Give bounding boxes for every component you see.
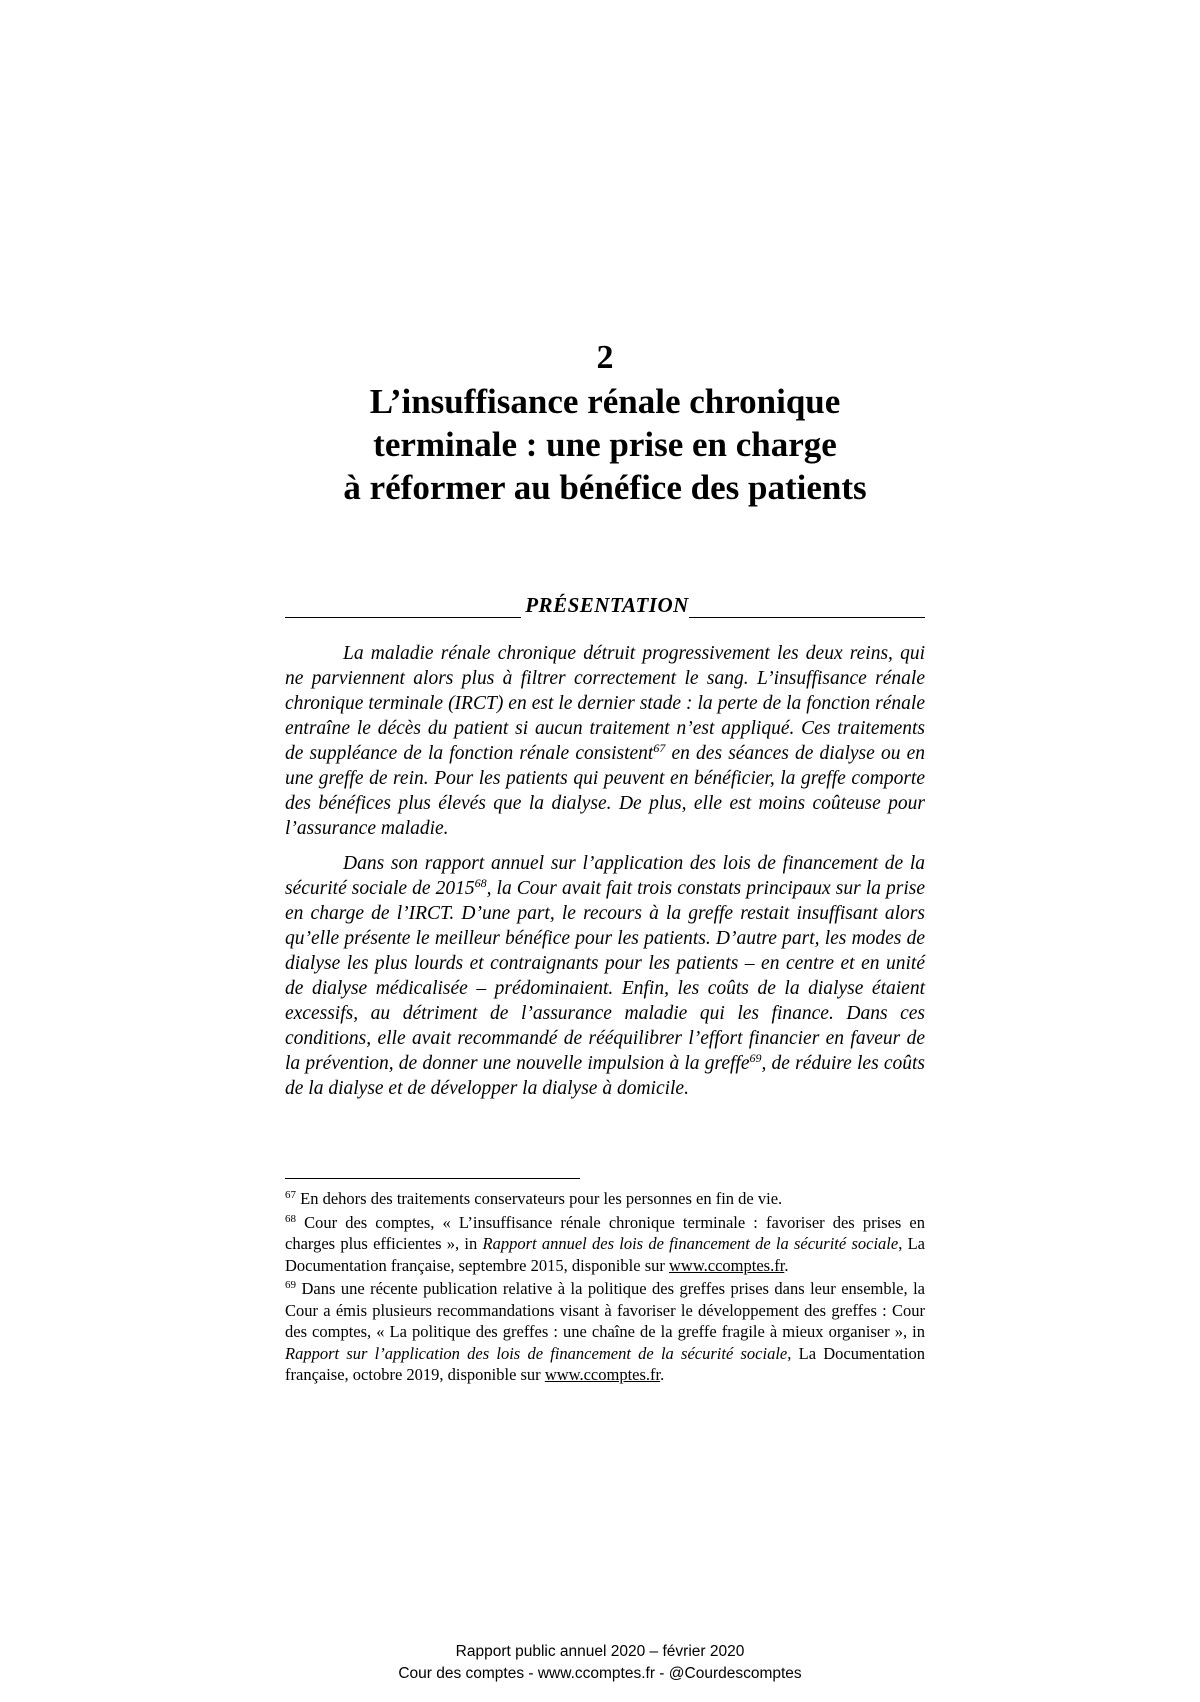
section-heading-label: PRÉSENTATION <box>525 593 689 617</box>
section-heading <box>285 588 925 618</box>
footnote-number: 69 <box>285 1279 296 1291</box>
footnote-reference: 69 <box>749 1051 762 1065</box>
footnote-number: 68 <box>285 1212 296 1225</box>
paragraph-text: La maladie rénale chronique détruit progressivement les deux reins, qui ne parviennent alors plus à filtrer correctement le sang. L’insuffisance rénale chronique terminale (IRCT) en est le dernier stade : la perte de la fonction rénale entraîne le décès du patient si aucun traitement n’est appliqué. Ces traitements de suppléance de la fonction rénale consistent <box>285 643 925 764</box>
footnote <box>285 1278 925 1386</box>
footnote-text: , La Documentation française, octobre 2019, disponible sur <box>285 1343 925 1384</box>
chapter-title-line: terminale : une prise en charge <box>373 425 837 464</box>
footnote-text: , La Documentation française, septembre 2015, disponible sur <box>285 1234 926 1275</box>
footnote-publication-title: Rapport annuel des lois de financement de la sécurité sociale <box>482 1234 899 1253</box>
paragraph-text: en des séances de dialyse ou en une greffe de rein. Pour les patients qui peuvent en bénéficier, la greffe comporte des bénéfices plus élevés que la dialyse. De plus, elle est moins coûteuse pour l’assurance maladie. <box>285 743 925 839</box>
paragraph <box>285 641 925 841</box>
footnote-text: En dehors des traitements conservateurs pour les personnes en fin de vie. <box>296 1189 783 1208</box>
footnote-reference: 67 <box>653 741 666 755</box>
heading-rule-left <box>285 599 521 618</box>
footnote-text: . <box>784 1255 789 1275</box>
footnote <box>285 1212 925 1277</box>
footnote-link[interactable]: www.ccomptes.fr <box>668 1255 785 1275</box>
paragraph <box>285 851 925 1101</box>
chapter-title-line: L’insuffisance rénale chronique <box>369 382 841 421</box>
footnote-reference: 68 <box>474 876 487 890</box>
footer-report-line: Rapport public annuel 2020 – février 2020 <box>455 1643 745 1660</box>
footnote <box>285 1188 925 1210</box>
page-footer <box>0 1641 1200 1685</box>
paragraph-text: Dans son rapport annuel sur l’application des lois de financement de la sécurité sociale de 2015 <box>285 853 925 899</box>
footnote-link[interactable]: www.ccomptes.fr <box>544 1365 661 1384</box>
chapter-header <box>285 336 925 509</box>
footnotes <box>285 1188 925 1388</box>
chapter-title-line: à réformer au bénéfice des patients <box>343 468 867 507</box>
footnote-number: 67 <box>285 1189 296 1201</box>
footer-contact-line: Cour des comptes - www.ccomptes.fr - @Courdescomptes <box>398 1665 802 1682</box>
presentation-body <box>285 641 925 1111</box>
paragraph-text: , de réduire les coûts de la dialyse et de développer la dialyse à domicile. <box>285 1053 925 1099</box>
footnote-text: . <box>660 1365 665 1384</box>
footnote-text: Cour des comptes, « L’insuffisance rénale chronique terminale : favoriser des prises en charges plus efficientes », in <box>285 1212 925 1253</box>
paragraph-text: , la Cour avait fait trois constats principaux sur la prise en charge de l’IRCT. D’une part, le recours à la greffe restait insuffisant alors qu’elle présente le meilleur bénéfice pour les patients. D’autre part, les modes de dialyse les plus lourds et contraignants pour les patients – en centre et en unité de dialyse médicalisée – prédominaient. Enfin, les coûts de la dialyse étaient excessifs, au détriment de l’assurance maladie qui les finance. Dans ces conditions, elle avait recommandé de rééquilibrer l’effort financier en faveur de la prévention, de donner une nouvelle impulsion à la greffe <box>285 878 925 1074</box>
chapter-number: 2 <box>596 339 614 376</box>
heading-rule-right <box>689 599 925 618</box>
footnote-publication-title: Rapport sur l’application des lois de financement de la sécurité sociale <box>285 1343 788 1363</box>
footnote-text: Dans une récente publication relative à la politique des greffes prises dans leur ensemble, la Cour a émis plusieurs recommandations visant à favoriser le développement des greffes : Cour des comptes, « La politique des greffes : une chaîne de la greffe fragile à mieux organiser », in <box>285 1279 925 1341</box>
footnote-separator <box>285 1178 580 1179</box>
